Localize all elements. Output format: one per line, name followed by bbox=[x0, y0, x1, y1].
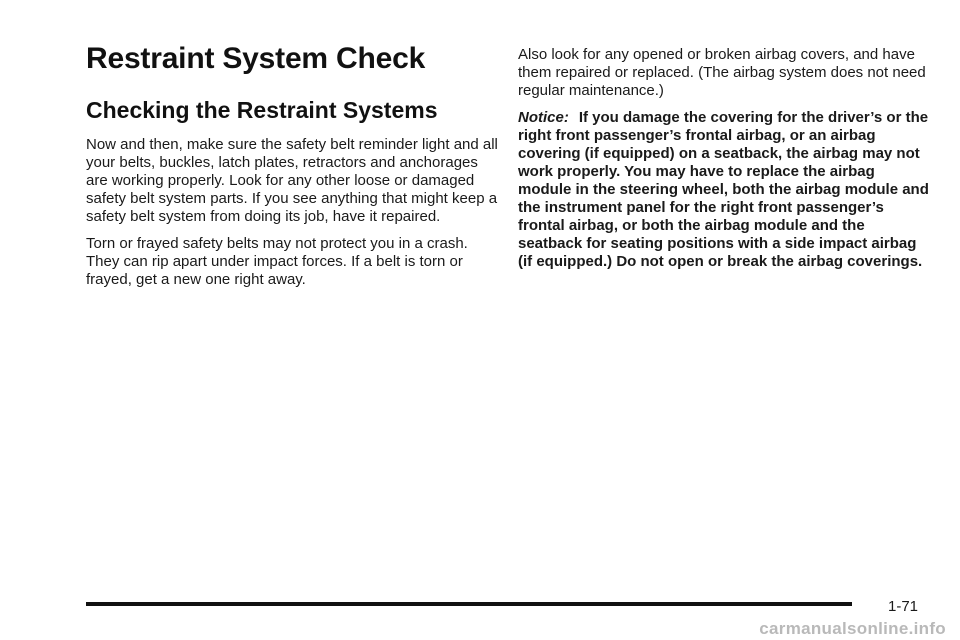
notice-block bbox=[518, 109, 930, 271]
notice-label: Notice: bbox=[518, 109, 569, 126]
left-column bbox=[86, 40, 498, 298]
watermark: carmanualsonline.info bbox=[759, 619, 946, 638]
section-heading: Checking the Restraint Systems bbox=[86, 97, 438, 123]
notice-text: If you damage the covering for the driver’s or the right front passenger’s frontal airbag, or an airbag covering (if equipped) on a seatback, the airbag may not work properly. You may have to replace the airbag module in the steering wheel, both the airbag module and the instrument panel for the right front passenger’s frontal airbag, or both the airbag module and the seatback for seating positions with a side impact airbag (if equipped.) Do not open or break the airbag coverings. bbox=[518, 109, 929, 270]
right-column bbox=[518, 46, 930, 271]
page-number: 1-71 bbox=[888, 598, 919, 615]
page-title: Restraint System Check bbox=[86, 42, 426, 75]
paragraph-belt-check: Now and then, make sure the safety belt reminder light and all your belts, buckles, latch plates, retractors and anchorages are working properly. Look for any other loose or damaged safety belt system parts. If you see anything that might keep a safety belt system from doing its job, have it repaired. bbox=[86, 136, 498, 225]
paragraph-torn-belts: Torn or frayed safety belts may not protect you in a crash. They can rip apart under impact forces. If a belt is torn or frayed, get a new one right away. bbox=[86, 235, 468, 288]
footer-rule bbox=[86, 602, 852, 606]
paragraph-airbag-covers: Also look for any opened or broken airbag covers, and have them repaired or replaced. (The airbag system does not need regular maintenance.) bbox=[518, 46, 926, 99]
